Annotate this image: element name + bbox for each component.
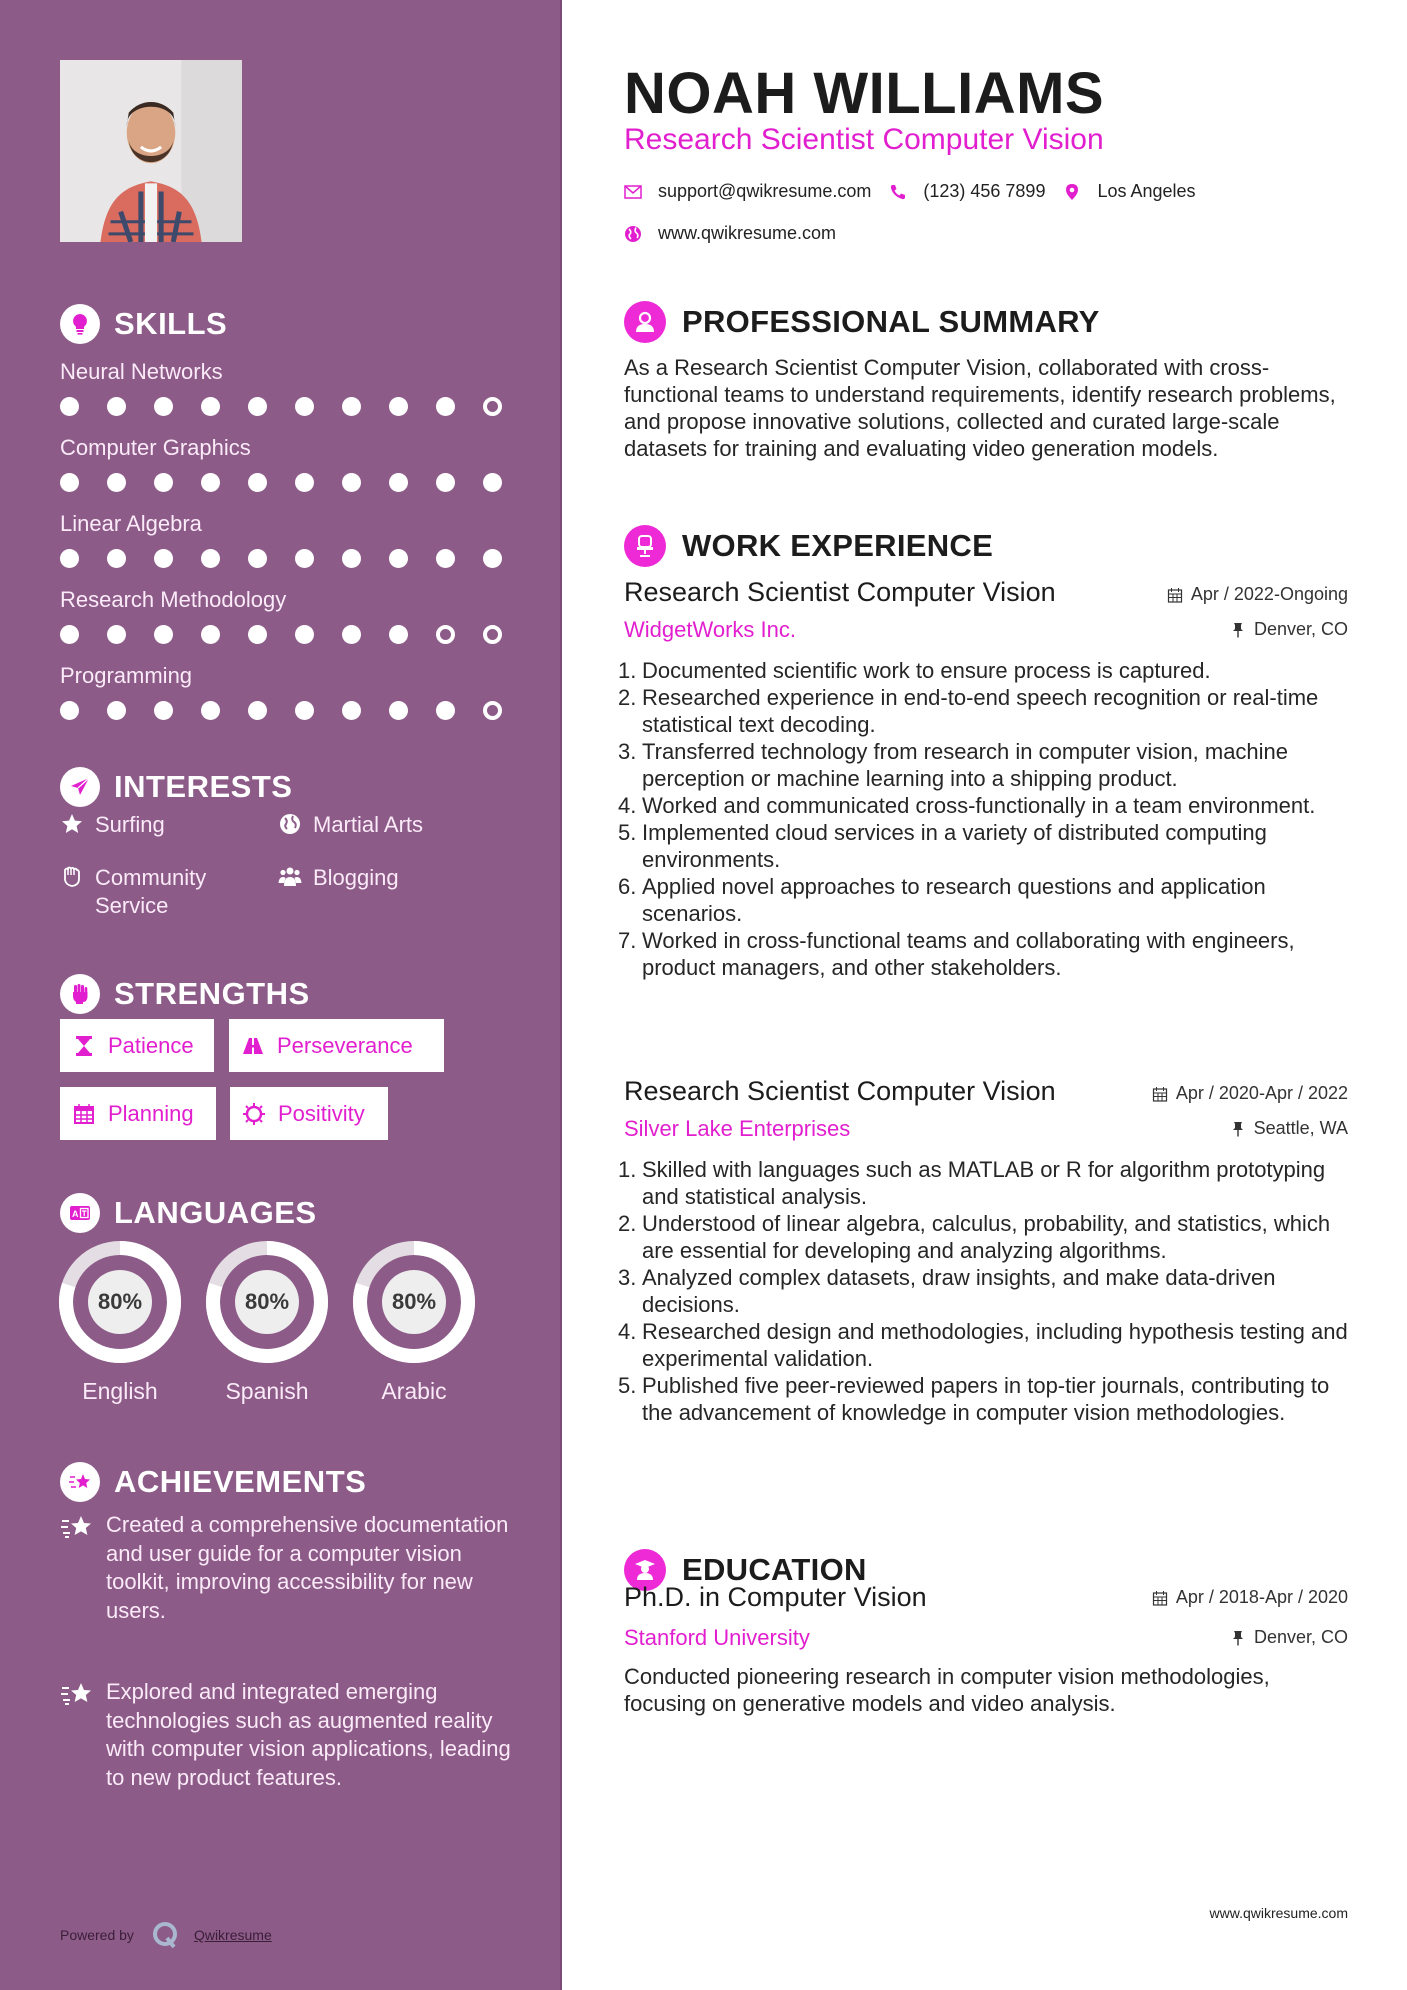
job-bullet: 3. Transferred technology from research in computer vision, machine perception or machine learning into a shipping product. (618, 739, 1289, 791)
rating-dot-filled (154, 473, 173, 492)
rating-dot-filled (248, 549, 267, 568)
experience-heading: WORK EXPERIENCE (624, 525, 993, 567)
job-location: Denver, CO (1230, 619, 1348, 640)
achievement-item: Created a comprehensive documentation and user guide for a computer vision toolkit, improving accessibility for new users. (60, 1511, 520, 1625)
interest-item-surfing: Surfing (60, 811, 165, 839)
map-pin-icon (1063, 183, 1081, 201)
paper-plane-icon (60, 767, 100, 807)
rating-dot-filled (248, 625, 267, 644)
rating-dot-filled (248, 701, 267, 720)
rating-dot-filled (295, 397, 314, 416)
skill-rating (60, 473, 520, 492)
rating-dot-filled (60, 549, 79, 568)
languages-section (60, 1192, 520, 1234)
rating-dot-filled (154, 397, 173, 416)
job-location: Seattle, WA (1230, 1118, 1348, 1139)
person-photo-icon (60, 60, 242, 242)
skill-item (60, 585, 520, 644)
qwikresume-logo-icon (150, 1920, 180, 1950)
rating-dot-filled (107, 701, 126, 720)
language-percent: 80% (97, 1289, 143, 1314)
job-bullet: 5. Implemented cloud services in a variety of distributed computing environments. (618, 820, 1267, 872)
rating-dot-empty (483, 625, 502, 644)
phone-icon (889, 183, 907, 201)
qwikresume-link[interactable]: Qwikresume (193, 1927, 272, 1943)
rating-dot-empty (436, 625, 455, 644)
rating-dot-filled (201, 549, 220, 568)
language-item (58, 1240, 182, 1405)
rating-dot-filled (107, 625, 126, 644)
skill-rating (60, 397, 520, 416)
hourglass-icon (72, 1034, 96, 1058)
job-bullet: 4. Worked and communicated cross-functionally in a team environment. (618, 793, 1316, 818)
job-bullet: 4. Researched design and methodologies, including hypothesis testing and experimental validation. (618, 1319, 1348, 1371)
rating-dot-filled (389, 473, 408, 492)
skill-name: Computer Graphics (60, 435, 251, 460)
rating-dot-filled (483, 473, 502, 492)
languages-heading: A LANGUAGES (60, 1192, 520, 1234)
language-name: Spanish (225, 1378, 309, 1404)
education-school: Stanford University (624, 1625, 810, 1650)
contact-website-row (624, 223, 854, 244)
education-location: Denver, CO (1230, 1627, 1348, 1648)
job-bullet: 1. Skilled with languages such as MATLAB or R for algorithm prototyping and statistical analysis. (618, 1157, 1326, 1209)
achievements-heading: ACHIEVEMENTS (60, 1461, 520, 1503)
language-name: English (82, 1378, 158, 1404)
rating-dot-filled (295, 701, 314, 720)
skills-section (60, 303, 520, 688)
job-company: WidgetWorks Inc. (624, 617, 796, 642)
rating-dot-filled (107, 397, 126, 416)
job-bullet: 2. Understood of linear algebra, calculus, probability, and statistics, which are essential for developing and analyzing algorithms. (618, 1211, 1331, 1263)
profile-photo (60, 60, 242, 242)
office-chair-icon (624, 525, 666, 567)
calendar-icon (1167, 587, 1183, 603)
job-bullet: 6. Applied novel approaches to research questions and application scenarios. (618, 874, 1266, 926)
rating-dot-filled (483, 549, 502, 568)
language-progress-ring (205, 1240, 329, 1364)
skill-rating (60, 701, 520, 720)
achievement-item: Explored and integrated emerging technologies such as augmented reality with computer vision applications, leading to new product features. (60, 1678, 520, 1792)
job-date: Apr / 2020-Apr / 2022 (1152, 1083, 1348, 1104)
rating-dot-filled (60, 473, 79, 492)
skill-name: Linear Algebra (60, 511, 202, 536)
rating-dot-filled (60, 397, 79, 416)
users-icon (278, 865, 302, 889)
rating-dot-filled (201, 701, 220, 720)
candidate-name: NOAH WILLIAMS (624, 61, 1105, 126)
contact-email[interactable]: support@qwikresume.com (624, 181, 871, 202)
rating-dot-filled (154, 549, 173, 568)
contact-website[interactable]: www.qwikresume.com (624, 223, 836, 244)
rating-dot-filled (60, 625, 79, 644)
job-bullets (618, 1156, 1364, 1426)
contact-phone[interactable]: (123) 456 7899 (889, 181, 1045, 202)
skill-item (60, 357, 520, 416)
job-bullet: 1. Documented scientific work to ensure process is captured. (618, 658, 1211, 683)
rating-dot-filled (436, 397, 455, 416)
rating-dot-empty (483, 397, 502, 416)
rating-dot-filled (107, 549, 126, 568)
rating-dot-filled (436, 701, 455, 720)
job-company: Silver Lake Enterprises (624, 1116, 851, 1141)
rating-dot-filled (248, 473, 267, 492)
interest-item-community-service: Community Service (60, 864, 260, 920)
summary-text: As a Research Scientist Computer Vision, collaborated with cross-functional teams to understand requirements, identify research problems, and propose innovative solutions, collected and curated large-scale datasets for training and evaluating video generation models. (624, 355, 1336, 461)
shooting-star-icon (60, 1462, 100, 1502)
interest-item-martial-arts: Martial Arts (278, 811, 423, 839)
rating-dot-filled (436, 473, 455, 492)
rating-dot-filled (295, 473, 314, 492)
contact-row (624, 181, 1214, 202)
rating-dot-filled (389, 701, 408, 720)
globe-icon (278, 812, 302, 836)
rating-dot-filled (60, 701, 79, 720)
star-icon (60, 812, 84, 836)
rating-dot-filled (201, 625, 220, 644)
sun-icon (242, 1102, 266, 1126)
fist-icon (60, 974, 100, 1014)
strength-tag-patience: Patience (60, 1019, 214, 1072)
pushpin-icon (1230, 1630, 1246, 1646)
rating-dot-filled (342, 625, 361, 644)
rating-dot-empty (483, 701, 502, 720)
road-icon (241, 1034, 265, 1058)
rating-dot-filled (248, 397, 267, 416)
language-name: Arabic (381, 1378, 447, 1404)
skill-item (60, 661, 520, 720)
education-heading: EDUCATION (624, 1549, 867, 1591)
language-percent: 80% (244, 1289, 290, 1314)
language-item (205, 1240, 329, 1405)
footer-website[interactable]: www.qwikresume.com (1209, 1905, 1348, 1921)
calendar-icon (72, 1102, 96, 1126)
job-title: Research Scientist Computer Vision (624, 1076, 1056, 1106)
education-degree: Ph.D. in Computer Vision (624, 1582, 927, 1612)
skill-rating (60, 625, 520, 644)
education-description: Conducted pioneering research in computer vision methodologies, focusing on generative models and video analysis. (624, 1664, 1270, 1716)
shooting-star-icon (60, 1679, 94, 1709)
powered-by: Powered by Qwikresume (60, 1920, 272, 1950)
interest-item-blogging: Blogging (278, 864, 399, 892)
language-progress-ring (352, 1240, 476, 1364)
language-item (352, 1240, 476, 1405)
strengths-heading: STRENGTHS (60, 973, 520, 1015)
rating-dot-filled (154, 701, 173, 720)
shooting-star-icon (60, 1512, 94, 1542)
job-bullet: 5. Published five peer-reviewed papers in top-tier journals, contributing to the advancement of knowledge in computer vision methodologies. (618, 1373, 1330, 1425)
rating-dot-filled (295, 549, 314, 568)
skill-name: Research Methodology (60, 587, 287, 612)
education-date: Apr / 2018-Apr / 2020 (1152, 1587, 1348, 1608)
achievements-section (60, 1461, 520, 1503)
rating-dot-filled (389, 625, 408, 644)
hand-icon (60, 865, 84, 889)
skill-name: Neural Networks (60, 359, 223, 384)
job-bullet: 2. Researched experience in end-to-end speech recognition or real-time statistical text decoding. (618, 685, 1319, 737)
rating-dot-filled (436, 549, 455, 568)
rating-dot-filled (389, 549, 408, 568)
lightbulb-icon (60, 304, 100, 344)
job-date: Apr / 2022-Ongoing (1167, 584, 1348, 605)
rating-dot-filled (154, 625, 173, 644)
envelope-icon (624, 183, 642, 201)
svg-text:A: A (72, 1209, 79, 1219)
interests-heading: INTERESTS (60, 766, 520, 808)
job-bullet: 3. Analyzed complex datasets, draw insights, and make data-driven decisions. (618, 1265, 1276, 1317)
rating-dot-filled (342, 397, 361, 416)
skill-rating (60, 549, 520, 568)
rating-dot-filled (389, 397, 408, 416)
rating-dot-filled (342, 701, 361, 720)
pushpin-icon (1230, 1121, 1246, 1137)
summary-heading: PROFESSIONAL SUMMARY (624, 301, 1100, 343)
strength-tag-planning: Planning (60, 1087, 216, 1140)
rating-dot-filled (107, 473, 126, 492)
skill-name: Programming (60, 663, 193, 688)
strengths-section (60, 973, 520, 1015)
main-content (562, 0, 1407, 1990)
calendar-icon (1152, 1590, 1168, 1606)
candidate-title: Research Scientist Computer Vision (624, 123, 1104, 156)
rating-dot-filled (295, 625, 314, 644)
user-icon (624, 301, 666, 343)
strength-tag-perseverance: Perseverance (229, 1019, 444, 1072)
skills-heading: SKILLS (60, 303, 520, 345)
language-progress-ring (58, 1240, 182, 1364)
language-percent: 80% (391, 1289, 437, 1314)
pushpin-icon (1230, 622, 1246, 638)
skill-item (60, 433, 520, 492)
interests-section (60, 766, 520, 808)
rating-dot-filled (201, 397, 220, 416)
sidebar (0, 0, 562, 1990)
rating-dot-filled (342, 473, 361, 492)
job-bullets (618, 657, 1364, 981)
calendar-icon (1152, 1086, 1168, 1102)
job-title: Research Scientist Computer Vision (624, 577, 1056, 607)
globe-icon (624, 225, 642, 243)
contact-location: Los Angeles (1063, 181, 1195, 202)
rating-dot-filled (201, 473, 220, 492)
strength-tag-positivity: Positivity (230, 1087, 388, 1140)
skill-item (60, 509, 520, 568)
rating-dot-filled (342, 549, 361, 568)
translate-icon (60, 1193, 100, 1233)
job-bullet: 7. Worked in cross-functional teams and collaborating with engineers, product managers, and other stakeholders. (618, 928, 1295, 980)
